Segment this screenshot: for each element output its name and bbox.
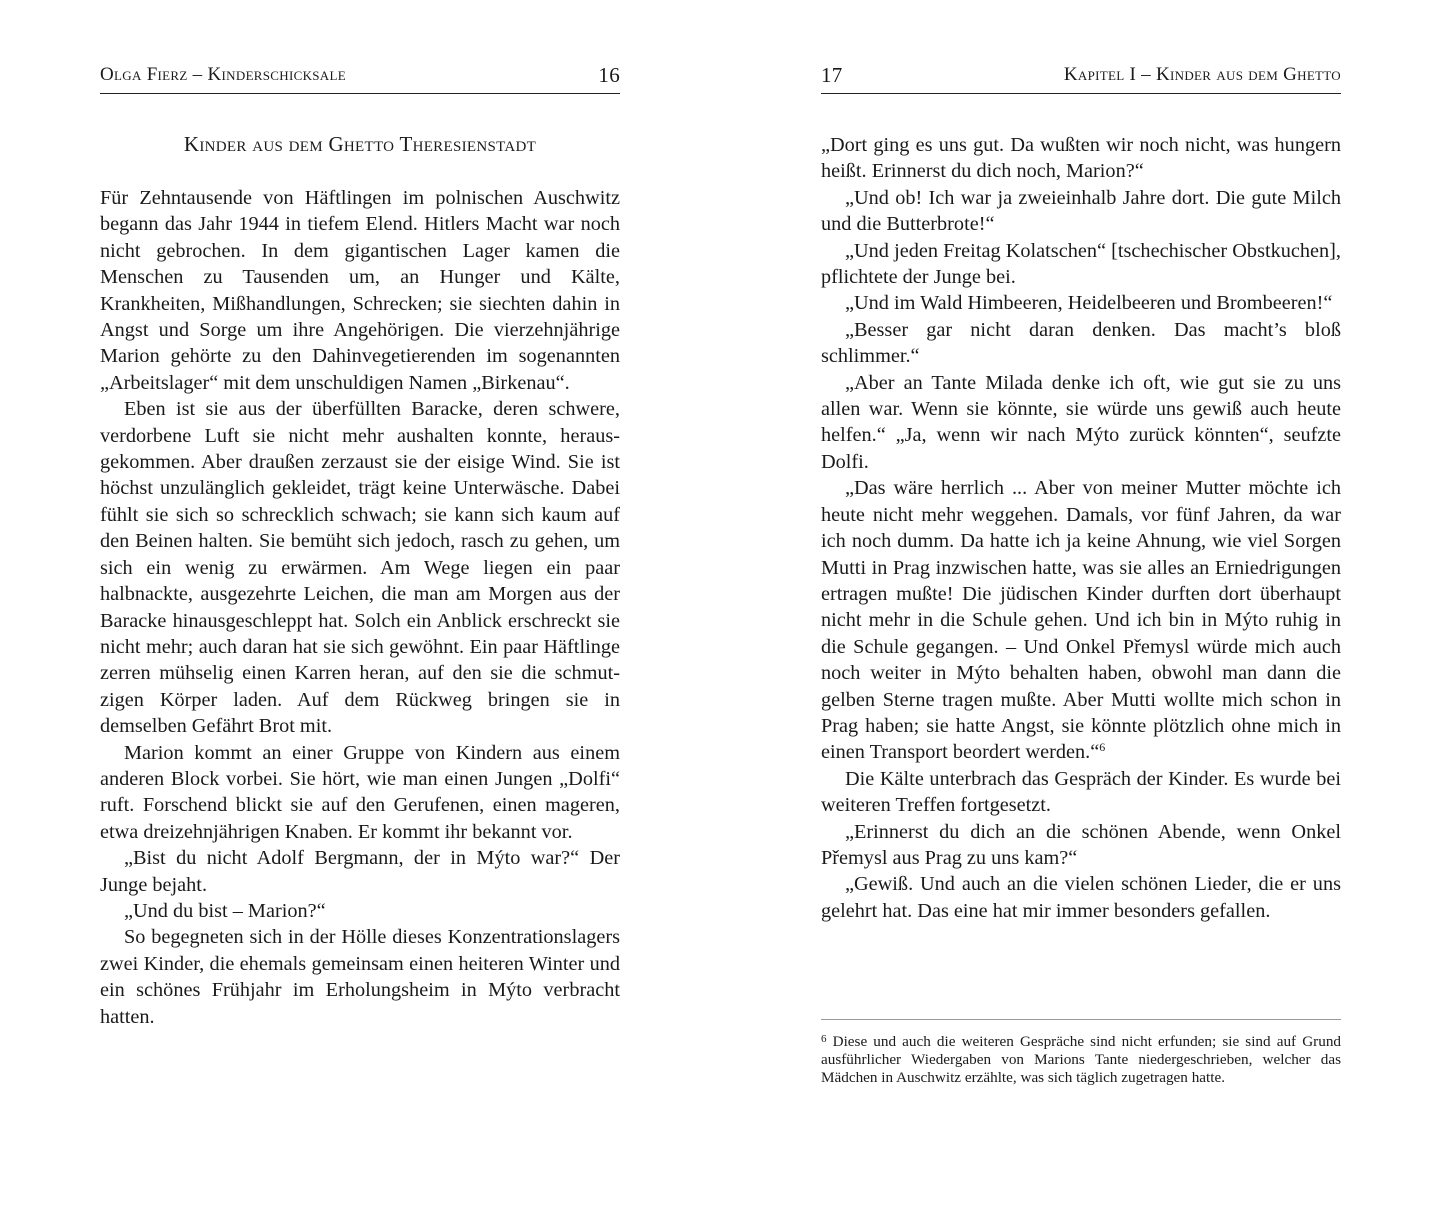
body-text [821, 132, 1341, 924]
footnote-divider [821, 1019, 1341, 1020]
paragraph: „Und ob! Ich war ja zweieinhalb Jahre dort. Die gute Milch und die Butterbrote!“ [821, 186, 1341, 236]
page-number: 17 [821, 63, 843, 87]
paragraph: „Und jeden Freitag Kolatschen“ [tschechischer Obstkuchen], pflichtete der Junge bei. [821, 239, 1341, 289]
footnote-mark: 6 [821, 1033, 827, 1045]
paragraph: So begegneten sich in der Hölle dieses Konzentrationslagers zwei Kinder, die ehemals gemeinsam einen heiteren Winter und ein schönes Frühjahr im Erholungsheim in Mýto verbracht hatten. [100, 926, 620, 1028]
paragraph: „Besser gar nicht daran denken. Das macht’s bloß schlimmer.“ [821, 318, 1341, 368]
paragraph-with-footnote [821, 475, 1341, 765]
paragraph: „Gewiß. Und auch an die vielen schönen Lieder, die er uns gelehrt hat. Das eine hat mir immer besonders gefallen. [821, 873, 1341, 922]
page-number: 16 [598, 63, 620, 87]
footnote-reference[interactable]: 6 [1099, 740, 1106, 755]
header-title: Kapitel I – Kinder aus dem Ghetto [1063, 64, 1341, 85]
footnote-text: Diese und auch die weiteren Gespräche sind nicht erfunden; sie sind auf Grund ausführlicher Wiedergaben von Marions Tante niedergeschrieben, welcher das Mädchen in Auschwitz erzählte, was sich täglich zugetragen hatte. [821, 1033, 1342, 1086]
paragraph-text: „Das wäre herrlich ... Aber von meiner Mutter möchte ich heute nicht mehr weggehen. Damals, vor fünf Jahren, da war ich noch dumm. Da hatte ich ja keine Ahnung, wie viel Sorgen Mutti in Prag inzwischen hatte, was sie alles an Erniedrigungen ertragen mußte! Die jüdischen Kinder durften dort überhaupt nicht mehr in die Schule gehen. Und ich bin in Mýto ruhig in die Schule gegangen. – Und Onkel Přemysl würde mich auch noch weiter in Mýto behalten haben, obwohl man dann die gelben Sterne tragen mußte. Aber Mutti wollte mich schon in Prag haben; sie hatte Angst, sie könnte plötzlich ohne mich in einen Transport beordert werden.“ [821, 477, 1341, 764]
paragraph: „Aber an Tante Milada denke ich oft, wie gut sie zu uns allen war. Wenn sie könnte, sie würde uns gewiß auch heute helfen.“ „Ja, wenn wir nach Mýto zurück könnten“, seufzte Dolfi. [821, 371, 1341, 473]
chapter-title: Kinder aus dem Ghetto Theresienstadt [183, 132, 537, 156]
paragraph: Für Zehntausende von Häftlingen im polnischen Auschwitz begann das Jahr 1944 in tiefem Elend. Hitlers Macht war noch nicht gebrochen. In dem gigantischen Lager kamen die Menschen zu Tausenden um, an Hunger und Kälte, Krankheiten, Mißhandlungen, Schrecken; sie siechten dahin in Angst und Sorge um ihre Angehörigen. Die vierzehnjährige Marion gehörte zu den Dahinvegetierenden im sogenannten „Arbeitslager“ mit dem unschuldigen Namen „Birkenau“. [100, 187, 620, 394]
paragraph: „Und du bist – Marion?“ [124, 899, 326, 922]
footnote [821, 1030, 1341, 1087]
paragraph: Marion kommt an einer Gruppe von Kindern aus einem anderen Block vorbei. Sie hört, wie man einen Jungen „Dolfi“ ruft. Forschend blickt sie auf den Gerufenen, einen mageren, etwa dreizehnjährigen Knaben. Er kommt ihr bekannt vor. [100, 741, 620, 843]
header-title: Olga Fierz – Kinderschicksale [100, 64, 346, 85]
paragraph: „Bist du nicht Adolf Bergmann, der in Mýto war?“ Der Junge bejaht. [100, 847, 620, 896]
body-text [100, 185, 620, 1030]
paragraph: „Und im Wald Himbeeren, Heidelbeeren und Brombeeren!“ [845, 292, 1333, 315]
running-header [821, 60, 1341, 94]
paragraph: Die Kälte unterbrach das Gespräch der Kinder. Es wurde bei weiteren Treffen fortgesetzt. [821, 767, 1341, 817]
paragraph: Eben ist sie aus der überfüllten Baracke, deren schwere, verdorbene Luft sie nicht mehr aushalten konnte, herausgekommen. Aber draußen zerzaust sie der eisige Wind. Sie ist höchst unzulänglich gekleidet, trägt keine Unterwäsche. Dabei fühlt sie sich so schrecklich schwach; sie kann sich kaum auf den Beinen halten. Sie bemüht sich jedoch, rasch zu gehen, um sich ein wenig zu erwärmen. Am Wege liegen ein paar halbnackte, ausgezehrte Leichen, die man am Morgen aus der Baracke hinausgeschleppt hat. Solch ein Anblick erschreckt sie nicht mehr; auch daran hat sie sich gewöhnt. Ein paar Häftlinge zerren mühselig einen Karren heran, auf den sie die schmutzigen Körper laden. Auf dem Rückweg bringen sie in demselben Gefährt Brot mit. [100, 398, 620, 738]
paragraph: „Erinnerst du dich an die schönen Abende, wenn Onkel Přemysl aus Prag zu uns kam?“ [821, 820, 1341, 869]
running-header [100, 60, 620, 94]
paragraph: „Dort ging es uns gut. Da wußten wir noch nicht, was hungern heißt. Erinnerst du dich noch, Marion?“ [821, 134, 1341, 183]
